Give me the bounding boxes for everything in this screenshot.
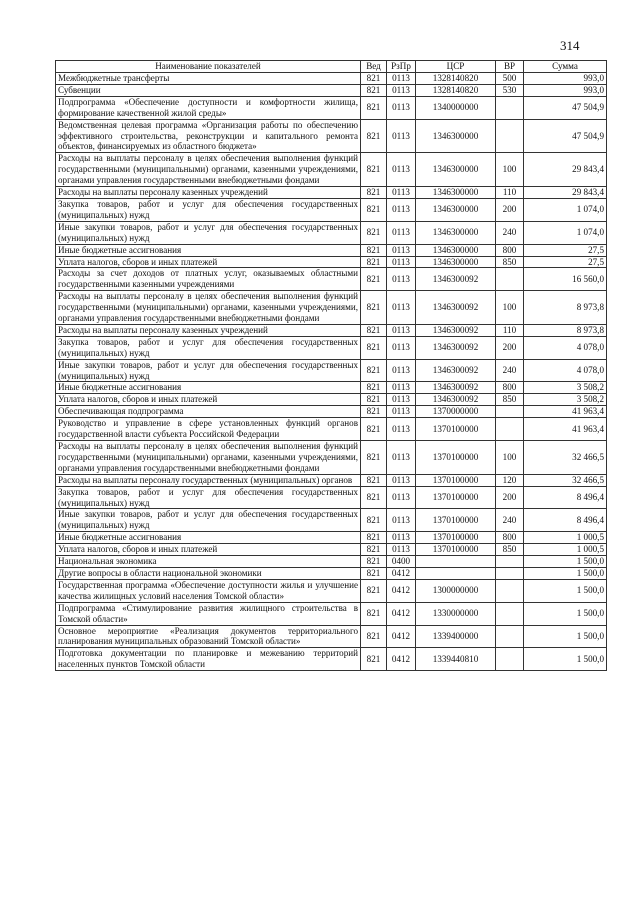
row-vr-cell xyxy=(496,625,524,648)
row-name-cell: Иные бюджетные ассигнования xyxy=(56,244,361,256)
table-row xyxy=(56,625,607,648)
row-sum-cell: 1 500,0 xyxy=(524,567,607,579)
row-rzpr-cell: 0113 xyxy=(387,187,416,199)
row-rzpr-cell: 0113 xyxy=(387,418,416,441)
row-csr-cell: 1346300092 xyxy=(416,382,496,394)
table-row xyxy=(56,648,607,671)
row-ved-cell: 821 xyxy=(361,187,387,199)
table-row xyxy=(56,198,607,221)
row-vr-cell: 200 xyxy=(496,336,524,359)
row-vr-cell xyxy=(496,96,524,119)
row-name-cell: Другие вопросы в области национальной экономики xyxy=(56,567,361,579)
row-rzpr-cell: 0113 xyxy=(387,532,416,544)
row-ved-cell: 821 xyxy=(361,567,387,579)
row-ved-cell: 821 xyxy=(361,291,387,325)
row-ved-cell: 821 xyxy=(361,359,387,382)
row-name-cell: Основное мероприятие «Реализация документов территориального планирования муниципальных образований Томской области» xyxy=(56,625,361,648)
row-sum-cell: 1 000,5 xyxy=(524,532,607,544)
row-rzpr-cell: 0113 xyxy=(387,119,416,153)
row-vr-cell: 100 xyxy=(496,291,524,325)
row-vr-cell: 120 xyxy=(496,474,524,486)
table-row xyxy=(56,268,607,291)
row-vr-cell xyxy=(496,579,524,602)
row-ved-cell: 821 xyxy=(361,382,387,394)
row-vr-cell xyxy=(496,567,524,579)
row-vr-cell: 800 xyxy=(496,382,524,394)
row-rzpr-cell: 0113 xyxy=(387,441,416,475)
header-rzpr: РзПр xyxy=(387,61,416,73)
row-rzpr-cell: 0412 xyxy=(387,648,416,671)
row-rzpr-cell: 0113 xyxy=(387,474,416,486)
row-sum-cell: 29 843,4 xyxy=(524,153,607,187)
row-sum-cell: 3 508,2 xyxy=(524,394,607,406)
row-sum-cell: 8 496,4 xyxy=(524,486,607,509)
row-sum-cell: 41 963,4 xyxy=(524,418,607,441)
table-row xyxy=(56,579,607,602)
row-ved-cell: 821 xyxy=(361,221,387,244)
row-rzpr-cell: 0113 xyxy=(387,244,416,256)
row-sum-cell: 29 843,4 xyxy=(524,187,607,199)
row-vr-cell: 500 xyxy=(496,73,524,85)
table-row xyxy=(56,119,607,153)
row-rzpr-cell: 0113 xyxy=(387,291,416,325)
row-name-cell: Уплата налогов, сборов и иных платежей xyxy=(56,256,361,268)
row-vr-cell: 240 xyxy=(496,359,524,382)
row-csr-cell: 1339440810 xyxy=(416,648,496,671)
row-rzpr-cell: 0113 xyxy=(387,73,416,85)
table-row xyxy=(56,406,607,418)
row-sum-cell: 47 504,9 xyxy=(524,119,607,153)
table-row xyxy=(56,509,607,532)
row-vr-cell: 850 xyxy=(496,394,524,406)
row-csr-cell: 1346300000 xyxy=(416,198,496,221)
row-sum-cell: 4 078,0 xyxy=(524,336,607,359)
header-name: Наименование показателей xyxy=(56,61,361,73)
row-ved-cell: 821 xyxy=(361,324,387,336)
row-name-cell: Подготовка документации по планировке и межеванию территорий населенных пунктов Томской области xyxy=(56,648,361,671)
row-csr-cell: 1370100000 xyxy=(416,486,496,509)
table-row xyxy=(56,291,607,325)
table-body xyxy=(56,73,607,671)
row-csr-cell: 1370100000 xyxy=(416,532,496,544)
row-vr-cell: 200 xyxy=(496,486,524,509)
row-name-cell: Расходы за счет доходов от платных услуг, оказываемых областными государственными казенными учреждениями xyxy=(56,268,361,291)
row-name-cell: Расходы на выплаты персоналу казенных учреждений xyxy=(56,324,361,336)
row-vr-cell xyxy=(496,648,524,671)
table-row xyxy=(56,221,607,244)
page-number: 314 xyxy=(560,38,580,53)
table-row xyxy=(56,96,607,119)
row-vr-cell: 240 xyxy=(496,221,524,244)
row-ved-cell: 821 xyxy=(361,648,387,671)
row-csr-cell: 1346300092 xyxy=(416,394,496,406)
row-sum-cell: 1 500,0 xyxy=(524,625,607,648)
row-ved-cell: 821 xyxy=(361,556,387,568)
header-ved: Вед xyxy=(361,61,387,73)
row-name-cell: Уплата налогов, сборов и иных платежей xyxy=(56,394,361,406)
table-row xyxy=(56,153,607,187)
row-name-cell: Расходы на выплаты персоналу казенных учреждений xyxy=(56,187,361,199)
row-csr-cell: 1370100000 xyxy=(416,509,496,532)
row-rzpr-cell: 0412 xyxy=(387,579,416,602)
row-rzpr-cell: 0412 xyxy=(387,625,416,648)
row-sum-cell: 47 504,9 xyxy=(524,96,607,119)
row-vr-cell: 110 xyxy=(496,187,524,199)
row-rzpr-cell: 0400 xyxy=(387,556,416,568)
row-rzpr-cell: 0113 xyxy=(387,336,416,359)
row-vr-cell xyxy=(496,602,524,625)
row-ved-cell: 821 xyxy=(361,486,387,509)
row-sum-cell: 1 000,5 xyxy=(524,544,607,556)
table-row xyxy=(56,602,607,625)
row-sum-cell: 41 963,4 xyxy=(524,406,607,418)
row-csr-cell: 1346300000 xyxy=(416,221,496,244)
row-name-cell: Обеспечивающая подпрограмма xyxy=(56,406,361,418)
row-sum-cell: 32 466,5 xyxy=(524,441,607,475)
row-rzpr-cell: 0113 xyxy=(387,84,416,96)
row-rzpr-cell: 0113 xyxy=(387,394,416,406)
row-csr-cell: 1346300092 xyxy=(416,268,496,291)
row-rzpr-cell: 0113 xyxy=(387,96,416,119)
row-name-cell: Иные бюджетные ассигнования xyxy=(56,382,361,394)
table-row xyxy=(56,359,607,382)
row-sum-cell: 4 078,0 xyxy=(524,359,607,382)
row-sum-cell: 16 560,0 xyxy=(524,268,607,291)
row-sum-cell: 27,5 xyxy=(524,256,607,268)
row-sum-cell: 993,0 xyxy=(524,73,607,85)
table-row xyxy=(56,324,607,336)
header-vr: ВР xyxy=(496,61,524,73)
row-vr-cell: 800 xyxy=(496,532,524,544)
row-csr-cell: 1370100000 xyxy=(416,544,496,556)
table-row xyxy=(56,84,607,96)
row-csr-cell: 1300000000 xyxy=(416,579,496,602)
row-csr-cell: 1370100000 xyxy=(416,441,496,475)
row-csr-cell: 1346300092 xyxy=(416,324,496,336)
row-rzpr-cell: 0113 xyxy=(387,544,416,556)
row-vr-cell: 100 xyxy=(496,441,524,475)
row-csr-cell: 1339400000 xyxy=(416,625,496,648)
row-csr-cell: 1346300000 xyxy=(416,153,496,187)
row-ved-cell: 821 xyxy=(361,418,387,441)
row-ved-cell: 821 xyxy=(361,406,387,418)
row-csr-cell: 1370100000 xyxy=(416,418,496,441)
row-ved-cell: 821 xyxy=(361,336,387,359)
row-sum-cell: 993,0 xyxy=(524,84,607,96)
table-row xyxy=(56,544,607,556)
row-ved-cell: 821 xyxy=(361,394,387,406)
row-rzpr-cell: 0113 xyxy=(387,359,416,382)
table-row xyxy=(56,187,607,199)
row-ved-cell: 821 xyxy=(361,579,387,602)
table-row xyxy=(56,394,607,406)
row-sum-cell: 1 500,0 xyxy=(524,579,607,602)
row-name-cell: Субвенции xyxy=(56,84,361,96)
row-csr-cell: 1346300000 xyxy=(416,187,496,199)
row-ved-cell: 821 xyxy=(361,84,387,96)
table-row xyxy=(56,567,607,579)
row-ved-cell: 821 xyxy=(361,256,387,268)
row-sum-cell: 8 973,8 xyxy=(524,291,607,325)
row-sum-cell: 1 500,0 xyxy=(524,602,607,625)
row-vr-cell: 530 xyxy=(496,84,524,96)
row-csr-cell: 1346300000 xyxy=(416,119,496,153)
row-name-cell: Руководство и управление в сфере установленных функций органов государственной власти субъекта Российской Федерации xyxy=(56,418,361,441)
row-name-cell: Иные закупки товаров, работ и услуг для обеспечения государственных (муниципальных) нужд xyxy=(56,221,361,244)
row-name-cell: Иные закупки товаров, работ и услуг для обеспечения государственных (муниципальных) нужд xyxy=(56,509,361,532)
table-row xyxy=(56,441,607,475)
row-csr-cell: 1328140820 xyxy=(416,73,496,85)
table-row xyxy=(56,244,607,256)
header-csr: ЦСР xyxy=(416,61,496,73)
row-sum-cell: 1 500,0 xyxy=(524,648,607,671)
row-sum-cell: 32 466,5 xyxy=(524,474,607,486)
row-ved-cell: 821 xyxy=(361,73,387,85)
row-name-cell: Закупка товаров, работ и услуг для обеспечения государственных (муниципальных) нужд xyxy=(56,486,361,509)
row-csr-cell: 1346300000 xyxy=(416,244,496,256)
row-name-cell: Расходы на выплаты персоналу в целях обеспечения выполнения функций государственными (муниципальными) органами, казенными учреждениями, органами управления государственными внебюджетными фондами xyxy=(56,441,361,475)
row-vr-cell: 110 xyxy=(496,324,524,336)
table-row xyxy=(56,556,607,568)
row-ved-cell: 821 xyxy=(361,268,387,291)
row-ved-cell: 821 xyxy=(361,474,387,486)
row-vr-cell: 800 xyxy=(496,244,524,256)
row-ved-cell: 821 xyxy=(361,96,387,119)
row-sum-cell: 1 500,0 xyxy=(524,556,607,568)
table-row xyxy=(56,73,607,85)
row-rzpr-cell: 0113 xyxy=(387,324,416,336)
row-name-cell: Иные закупки товаров, работ и услуг для обеспечения государственных (муниципальных) нужд xyxy=(56,359,361,382)
row-name-cell: Межбюджетные трансферты xyxy=(56,73,361,85)
row-csr-cell: 1346300092 xyxy=(416,336,496,359)
row-sum-cell: 8 973,8 xyxy=(524,324,607,336)
row-ved-cell: 821 xyxy=(361,198,387,221)
row-vr-cell: 850 xyxy=(496,544,524,556)
row-csr-cell: 1346300000 xyxy=(416,256,496,268)
row-vr-cell: 240 xyxy=(496,509,524,532)
budget-table xyxy=(55,60,607,671)
table-header-row xyxy=(56,61,607,73)
row-ved-cell: 821 xyxy=(361,532,387,544)
row-vr-cell xyxy=(496,119,524,153)
row-csr-cell: 1346300092 xyxy=(416,359,496,382)
row-sum-cell: 8 496,4 xyxy=(524,509,607,532)
row-name-cell: Национальная экономика xyxy=(56,556,361,568)
row-csr-cell: 1346300092 xyxy=(416,291,496,325)
row-vr-cell: 100 xyxy=(496,153,524,187)
row-vr-cell xyxy=(496,418,524,441)
row-csr-cell: 1370000000 xyxy=(416,406,496,418)
row-ved-cell: 821 xyxy=(361,153,387,187)
row-csr-cell xyxy=(416,567,496,579)
table-row xyxy=(56,418,607,441)
row-ved-cell: 821 xyxy=(361,602,387,625)
table-row xyxy=(56,382,607,394)
row-ved-cell: 821 xyxy=(361,119,387,153)
table-row xyxy=(56,256,607,268)
row-rzpr-cell: 0113 xyxy=(387,509,416,532)
row-vr-cell: 200 xyxy=(496,198,524,221)
row-name-cell: Расходы на выплаты персоналу в целях обеспечения выполнения функций государственными (муниципальными) органами, казенными учреждениями, органами управления государственными внебюджетными фондами xyxy=(56,291,361,325)
table-row xyxy=(56,532,607,544)
row-sum-cell: 3 508,2 xyxy=(524,382,607,394)
row-sum-cell: 27,5 xyxy=(524,244,607,256)
row-ved-cell: 821 xyxy=(361,441,387,475)
row-name-cell: Уплата налогов, сборов и иных платежей xyxy=(56,544,361,556)
table-row xyxy=(56,486,607,509)
row-name-cell: Подпрограмма «Обеспечение доступности и комфортности жилища, формирование качественной жилой среды» xyxy=(56,96,361,119)
row-vr-cell xyxy=(496,556,524,568)
row-sum-cell: 1 074,0 xyxy=(524,221,607,244)
row-rzpr-cell: 0113 xyxy=(387,406,416,418)
header-sum: Сумма xyxy=(524,61,607,73)
row-name-cell: Подпрограмма «Стимулирование развития жилищного строительства в Томской области» xyxy=(56,602,361,625)
row-name-cell: Расходы на выплаты персоналу государственных (муниципальных) органов xyxy=(56,474,361,486)
row-rzpr-cell: 0412 xyxy=(387,567,416,579)
row-rzpr-cell: 0113 xyxy=(387,153,416,187)
row-ved-cell: 821 xyxy=(361,244,387,256)
row-rzpr-cell: 0113 xyxy=(387,256,416,268)
row-csr-cell: 1370100000 xyxy=(416,474,496,486)
row-name-cell: Ведомственная целевая программа «Организация работы по обеспечению эффективного строительства, реконструкции и капитального ремонта объектов, финансируемых из областного бюджета» xyxy=(56,119,361,153)
row-name-cell: Закупка товаров, работ и услуг для обеспечения государственных (муниципальных) нужд xyxy=(56,198,361,221)
row-vr-cell xyxy=(496,268,524,291)
row-rzpr-cell: 0412 xyxy=(387,602,416,625)
row-ved-cell: 821 xyxy=(361,625,387,648)
row-csr-cell: 1328140820 xyxy=(416,84,496,96)
row-name-cell: Государственная программа «Обеспечение доступности жилья и улучшение качества жилищных условий населения Томской области» xyxy=(56,579,361,602)
row-vr-cell xyxy=(496,406,524,418)
row-ved-cell: 821 xyxy=(361,509,387,532)
row-rzpr-cell: 0113 xyxy=(387,198,416,221)
table-row xyxy=(56,336,607,359)
row-name-cell: Расходы на выплаты персоналу в целях обеспечения выполнения функций государственными (муниципальными) органами, казенными учреждениями, органами управления государственными внебюджетными фондами xyxy=(56,153,361,187)
row-csr-cell xyxy=(416,556,496,568)
row-name-cell: Закупка товаров, работ и услуг для обеспечения государственных (муниципальных) нужд xyxy=(56,336,361,359)
row-vr-cell: 850 xyxy=(496,256,524,268)
row-sum-cell: 1 074,0 xyxy=(524,198,607,221)
row-rzpr-cell: 0113 xyxy=(387,486,416,509)
row-csr-cell: 1330000000 xyxy=(416,602,496,625)
table-row xyxy=(56,474,607,486)
row-rzpr-cell: 0113 xyxy=(387,382,416,394)
row-name-cell: Иные бюджетные ассигнования xyxy=(56,532,361,544)
row-csr-cell: 1340000000 xyxy=(416,96,496,119)
row-rzpr-cell: 0113 xyxy=(387,221,416,244)
row-ved-cell: 821 xyxy=(361,544,387,556)
row-rzpr-cell: 0113 xyxy=(387,268,416,291)
